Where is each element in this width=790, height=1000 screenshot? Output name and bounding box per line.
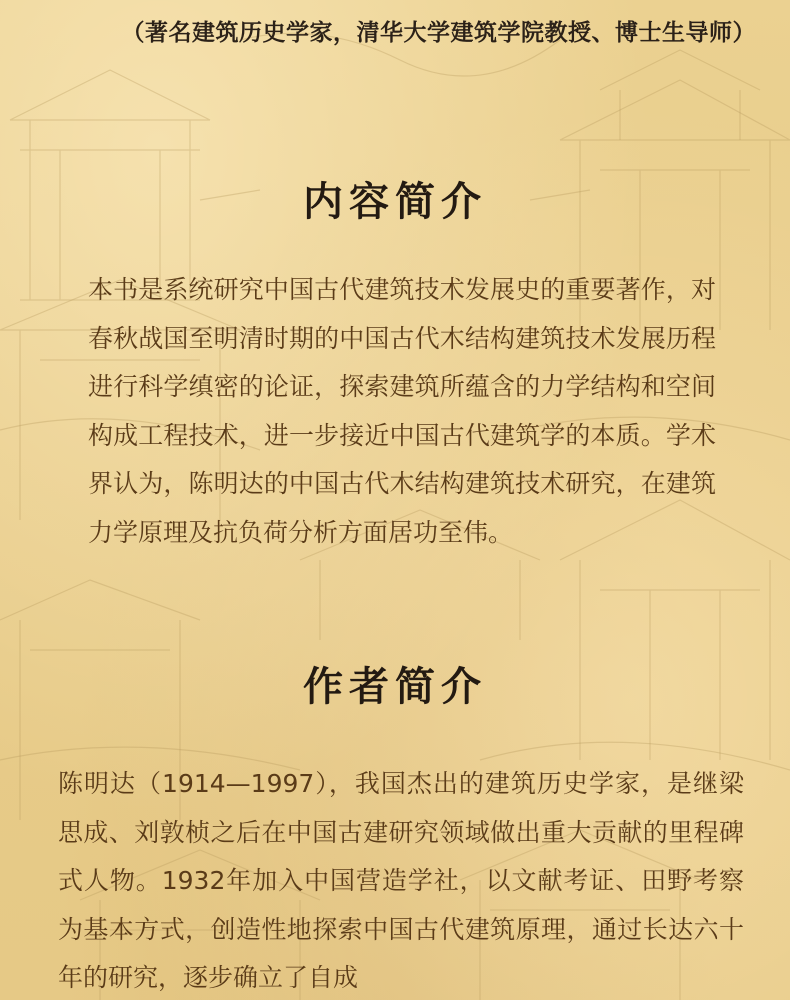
section-heading-content-intro: 内容简介 xyxy=(303,178,487,225)
author-attribution: （著名建筑历史学家，清华大学建筑学院教授、博士生导师） xyxy=(121,19,756,46)
section-heading-author-intro: 作者简介 xyxy=(303,663,487,710)
author-intro-paragraph: 陈明达（1914—1997），我国杰出的建筑历史学家，是继梁思成、刘敦桢之后在中国古建研究领域做出重大贡献的里程碑式人物。1932年加入中国营造学社，以文献考证、田野考察为基本方式，创造性地探索中国古代建筑原理，通过长达六十年的研究，逐步确立了自成 xyxy=(58,769,744,992)
content-intro-paragraph: 本书是系统研究中国古代建筑技术发展史的重要著作，对春秋战国至明清时期的中国古代木结构建筑技术发展历程进行科学缜密的论证，探索建筑所蕴含的力学结构和空间构成工程技术，进一步接近中国古代建筑学的本质。学术界认为，陈明达的中国古代木结构建筑技术研究，在建筑力学原理及抗负荷分析方面居功至伟。 xyxy=(88,275,716,547)
